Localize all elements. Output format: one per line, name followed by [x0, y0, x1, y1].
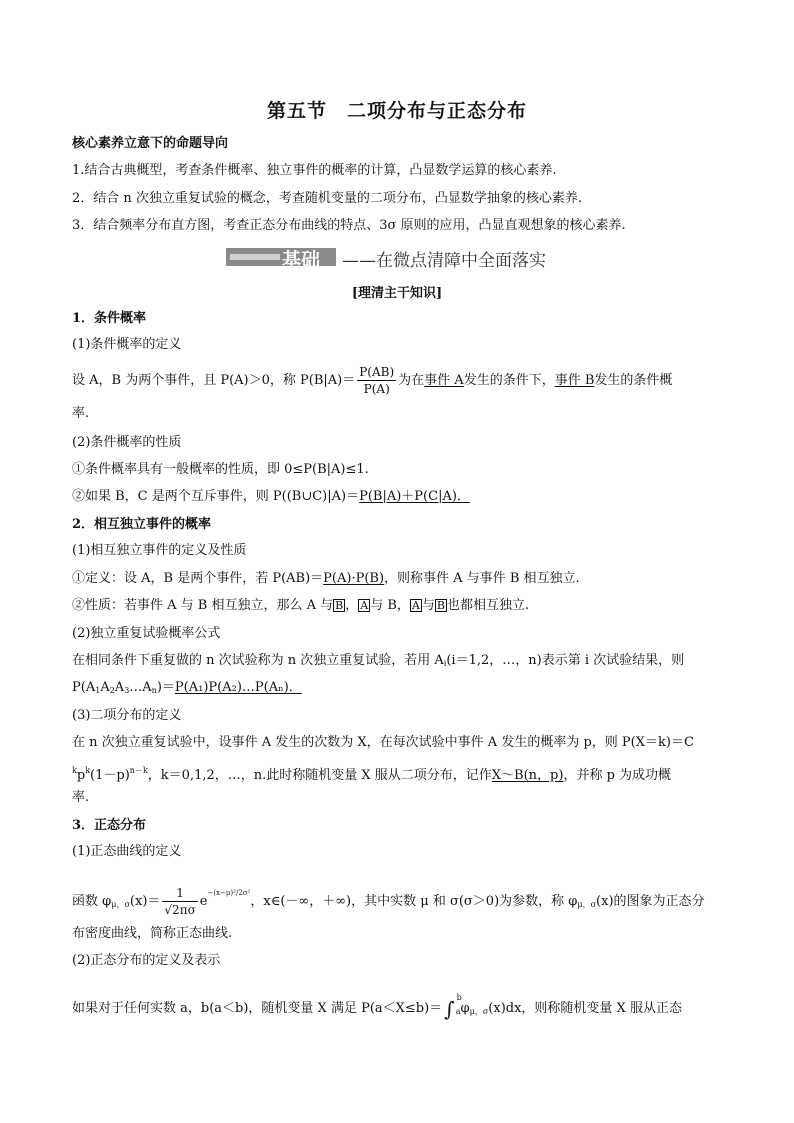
conditional-prob-fraction: $\frac{P(AB)}{P(A)}$	[359, 365, 395, 396]
s3-curve-text: 函数 $\varphi_{\mu,\sigma}(x)=$ $\frac{1}{√2\pi\sigma}$ $e^{-(x-\mu)^2/2\sigma^2}$，x∈(－∞，＋∞)，其中实数 μ 和 σ(σ＞0)为参数，称 $\varphi_{\mu,\sigma}(x)$的图象为正态分	[72, 886, 705, 917]
s2-def-title: (1)相互独立事件的定义及性质	[72, 543, 247, 558]
intro-item-1: 1.结合古典概型，考查条件概率、独立事件的概率的计算，凸显数学运算的核心素养.	[72, 163, 557, 178]
intro-item-3: 3．结合频率分布直方图，考查正态分布曲线的特点、3σ 原则的应用，凸显直观想象的核心素养.	[72, 218, 626, 233]
s3-heading: 3．正态分布	[72, 818, 147, 833]
s2-formula-title: (2)独立重复试验概率公式	[72, 626, 221, 641]
s2-binom-formula: $^kp^k(1-p)^{n-k}$，k＝0,1,2，…，n.此时称随机变量 X 服从二项分布，记作X～B(n，p)，并称 p 为成功概	[72, 766, 672, 783]
s2-def-text: ①定义：设 A，B 是两个事件，若 P(AB)＝P(A)·P(B)，则称事件 A 与事件 B 相互独立.	[72, 571, 580, 586]
banner-slogan: ——在微点清障中全面落实	[342, 251, 546, 271]
s1-prop-1: ①条件概率具有一般概率的性质，即 0≤P(B|A)≤1.	[72, 462, 369, 477]
s2-binom-text: 在 n 次独立重复试验中，设事件 A 发生的次数为 X，在每次试验中事件 A 发生的概率为 p，则 P(X＝k)＝C	[72, 735, 694, 750]
s2-formula-eq: $P(A_1A_2A_3\dots A_n)=P(A_1)P(A_2)\dots P(A_n)$．	[72, 680, 302, 695]
s2-formula-text: 在相同条件下重复做的 n 次试验称为 n 次独立重复试验，若用 $A_i(i=1,2$，…，n)表示第 i 次试验结果，则	[72, 653, 685, 668]
banner-label: 基础	[282, 249, 321, 271]
s2-binom-title: (3)二项分布的定义	[72, 708, 182, 723]
s3-dist-title: (2)正态分布的定义及表示	[72, 953, 221, 968]
s3-dist-text: 如果对于任何实数 a，b(a＜b)，随机变量 X 满足 P(a＜X≤b)＝ ∫ $^b_a\varphi_{\mu,\sigma}(x)dx$，则称随机变量 X 服从正态	[72, 993, 682, 1021]
intro-heading: 核心素养立意下的命题导向	[72, 136, 229, 151]
intro-item-2: 2．结合 n 次独立重复试验的概念，考查随机变量的二项分布，凸显数学抽象的核心素养.	[72, 191, 583, 206]
integral-symbol: ∫	[444, 997, 455, 1021]
s3-curve-title: (1)正态曲线的定义	[72, 844, 182, 859]
s2-binom-end: 率.	[72, 790, 90, 805]
normal-density-fraction: $\frac{1}{√2\pi\sigma}$	[164, 886, 196, 917]
s3-curve-end: 布密度曲线，简称正态曲线.	[72, 926, 233, 941]
subheading: [理清主干知识]	[351, 286, 443, 301]
s1-prop-2: ②如果 B，C 是两个互斥事件，则 P((B∪C)|A)＝P(B|A)＋P(C|A)．	[72, 489, 470, 504]
s1-def-title: (1)条件概率的定义	[72, 337, 182, 352]
s2-heading: 2．相互独立事件的概率	[72, 517, 212, 532]
section-banner	[226, 245, 566, 269]
page-title: 第五节 二项分布与正态分布	[266, 100, 527, 122]
s2-prop-text: ②性质：若事件 A 与 B 相互独立，那么 A 与 B ， A 与 B， A 与 B 也都相互独立.	[72, 598, 530, 613]
s1-heading: 1．条件概率	[72, 311, 147, 326]
s1-def-end: 率.	[72, 406, 90, 421]
s1-prop-title: (2)条件概率的性质	[72, 435, 182, 450]
s1-def-text: 设 A，B 为两个事件，且 P(A)＞0，称 P(B|A)＝ $\frac{P(AB)}{P(A)}$ 为在事件 A发生的条件下，事件 B发生的条件概	[72, 365, 673, 396]
